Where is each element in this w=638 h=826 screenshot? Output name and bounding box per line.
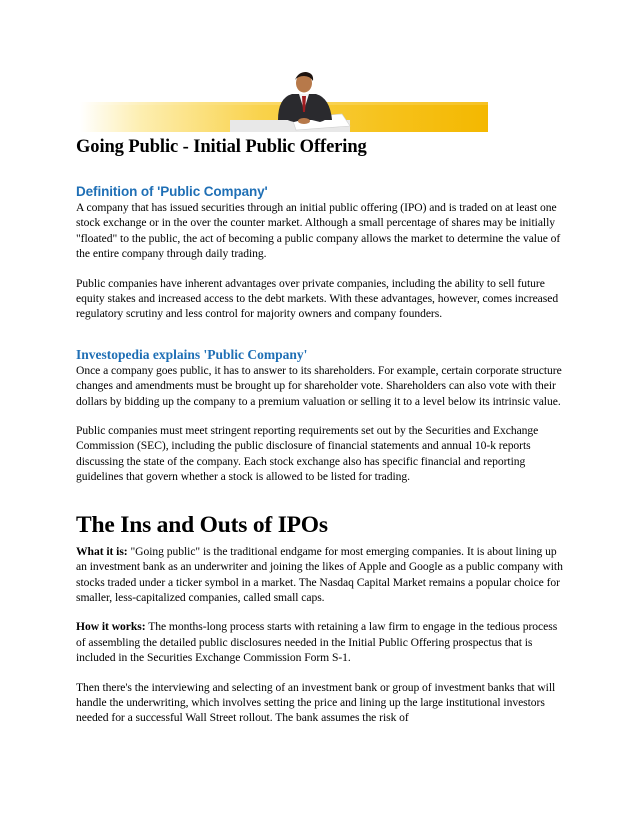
investopedia-paragraph-1: Once a company goes public, it has to answer to its shareholders. For example, certain corporate structure changes and amendments must be brought up for shareholder vote. Shareholders can also vote with their dollars by bidding up the company to a premium valuation or selling it to a level below its intrinsic value.: [76, 363, 562, 408]
investopedia-heading: Investopedia explains 'Public Company': [76, 346, 308, 362]
underwriting-paragraph: Then there's the interviewing and selecting of an investment bank or group of investment banks that will handle the underwriting, which involves setting the price and lining up the large institutional investors needed for a successful Wall Street rollout. The bank assumes the risk of: [76, 680, 556, 725]
how-it-works-label: How it works:: [76, 620, 146, 634]
what-it-is-paragraph: [76, 544, 566, 606]
definition-paragraph-2: Public companies have inherent advantages over private companies, including the ability to sell future equity stakes and increased access to the debt markets. With these advantages, however, comes increased regulatory scrutiny and less control for majority owners and company founders.: [76, 276, 559, 321]
what-it-is-label: What it is:: [76, 544, 128, 558]
how-it-works-text: The months-long process starts with retaining a law firm to engage in the tedious process of assembling the detailed public disclosures needed in the Initial Public Offering prospectus that is included in the Securities Exchange Commission Form S-1.: [76, 620, 558, 665]
definition-paragraph-1: A company that has issued securities through an initial public offering (IPO) and is traded on at least one stock exchange or in the over the counter market. Although a small percentage of shares may be initially "floated" to the public, the act of becoming a public company allows the market to determine the value of the entire company through daily trading.: [76, 201, 561, 261]
header-banner: [80, 70, 488, 132]
document-body: [76, 136, 566, 726]
page-title: Going Public - Initial Public Offering: [76, 137, 367, 157]
investopedia-paragraph-2: Public companies must meet stringent reporting requirements set out by the Securities and Exchange Commission (SEC), including the public disclosure of financial statements and annual 10-k reports discussing the state of the company. Each stock exchange also has specific financial and reporting guidelines that govern whether a stock is allowed to be listed for trading.: [76, 424, 539, 484]
definition-heading: Definition of 'Public Company': [76, 184, 268, 199]
section-title: The Ins and Outs of IPOs: [76, 511, 328, 538]
how-it-works-paragraph: [76, 619, 566, 665]
what-it-is-text: "Going public" is the traditional endgame for most emerging companies. It is about lining up an investment bank as an underwriter and joining the likes of Apple and Google as a public company with stocks traded under a ticker symbol in a market. The Nasdaq Capital Market remains a popular choice for smaller, less-capitalized companies, called small caps.: [76, 544, 563, 604]
businessman-illustration: [80, 70, 488, 132]
